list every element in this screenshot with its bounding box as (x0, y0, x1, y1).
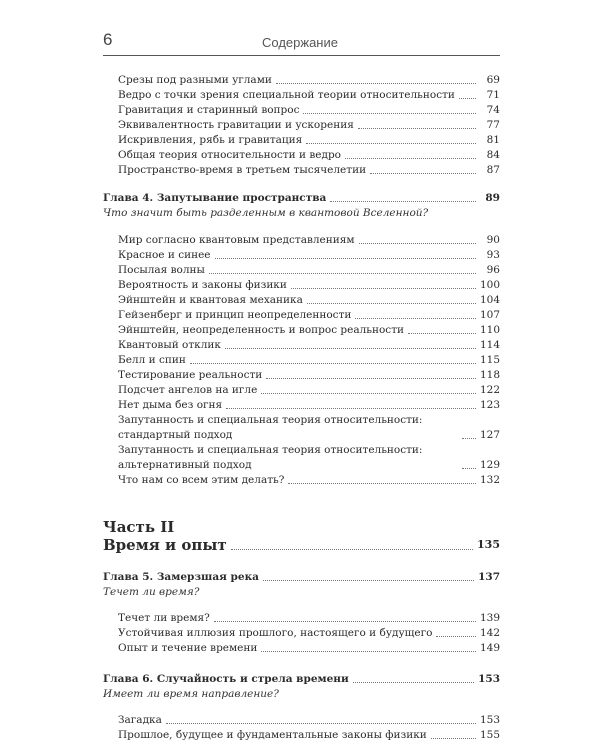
toc-entry-page: 77 (486, 119, 500, 131)
part-title: Время и опыт (103, 536, 227, 554)
toc-entry[interactable] (118, 641, 500, 656)
toc-entry-title: Нет дыма без огня (118, 399, 223, 411)
toc-entry-title: Квантовый отклик (118, 339, 221, 351)
part-heading[interactable] (103, 536, 500, 554)
dot-leader (261, 393, 476, 394)
toc-entry-title: Прошлое, будущее и фундаментальные законы физики (118, 729, 427, 741)
toc-entry[interactable] (118, 278, 500, 293)
chapter-heading[interactable] (103, 570, 500, 585)
dot-leader (209, 273, 476, 274)
chapter-subtitle: Течет ли время? (103, 586, 200, 598)
toc-entry-page: 69 (486, 74, 500, 86)
chapter-title: Глава 4. Запутывание пространства (103, 192, 327, 204)
chapter-page: 89 (485, 192, 500, 204)
toc-entry-page: 149 (479, 642, 500, 654)
toc-entry-page: 122 (479, 384, 500, 396)
toc-entry[interactable] (118, 611, 500, 626)
toc-entry-title: Ведро с точки зрения специальной теории относительности (118, 89, 455, 101)
dot-leader (215, 258, 476, 259)
toc-entry-title: Что нам со всем этим делать? (118, 474, 285, 486)
toc-entry[interactable] (118, 148, 500, 163)
toc-entry-page: 127 (479, 429, 500, 441)
toc-entry[interactable] (118, 73, 500, 88)
toc-entry-page: 107 (479, 309, 500, 321)
toc-entry-page: 110 (479, 324, 500, 336)
dot-leader (263, 580, 474, 581)
part-label: Часть II (103, 518, 175, 536)
chapter5-sections (118, 611, 500, 656)
toc-entry[interactable] (118, 323, 500, 338)
dot-leader (353, 682, 474, 683)
dot-leader (459, 98, 476, 99)
header-rule (103, 55, 500, 56)
toc-entry[interactable] (118, 473, 500, 488)
toc-entry-title: Тестирование реальности (118, 369, 263, 381)
dot-leader (462, 468, 476, 469)
dot-leader (303, 113, 476, 114)
toc-entry-page: 90 (486, 234, 500, 246)
chapter3-sections (118, 73, 500, 178)
toc-entry-title: Вероятность и законы физики (118, 279, 287, 291)
toc-entry-title: Срезы под разными углами (118, 74, 272, 86)
toc-entry-title: Эквивалентность гравитации и ускорения (118, 119, 354, 131)
dot-leader (214, 621, 476, 622)
toc-entry[interactable] (118, 293, 500, 308)
toc-entry-page: 132 (479, 474, 500, 486)
dot-leader (358, 128, 476, 129)
toc-entry-page: 84 (486, 149, 500, 161)
toc-entry[interactable] (118, 308, 500, 323)
chapter-heading[interactable] (103, 672, 500, 687)
toc-entry-page: 71 (486, 89, 500, 101)
chapter-page: 153 (478, 673, 500, 685)
toc-entry[interactable] (118, 368, 500, 383)
toc-entry-title: Искривления, рябь и гравитация (118, 134, 303, 146)
toc-entry-page: 139 (479, 612, 500, 624)
dot-leader (276, 83, 476, 84)
toc-entry-title: Эйнштейн, неопределенность и вопрос реальности (118, 324, 404, 336)
toc-entry-title: Посылая волны (118, 264, 205, 276)
toc-entry-page: 118 (479, 369, 500, 381)
dot-leader (462, 438, 476, 439)
dot-leader (355, 318, 476, 319)
toc-entry[interactable] (118, 443, 500, 473)
chapter4-block (103, 191, 500, 221)
chapter-page: 137 (478, 571, 500, 583)
chapter-subtitle: Что значит быть разделенным в квантовой Вселенной? (103, 207, 429, 219)
toc-entry-title: Запутанность и специальная теория относительности: стандартный подход (118, 414, 423, 441)
toc-entry[interactable] (118, 263, 500, 278)
dot-leader (306, 143, 476, 144)
toc-entry-title: Течет ли время? (118, 612, 210, 624)
toc-entry[interactable] (118, 713, 500, 728)
toc-entry-title: Красное и синее (118, 249, 211, 261)
toc-entry-title: Гейзенберг и принцип неопределенности (118, 309, 352, 321)
chapter6-sections (118, 713, 500, 743)
dot-leader (266, 378, 476, 379)
toc-entry-page: 153 (479, 714, 500, 726)
toc-entry-page: 87 (486, 164, 500, 176)
toc-entry-page: 129 (479, 459, 500, 471)
toc-entry-title: Белл и спин (118, 354, 186, 366)
table-of-contents (103, 73, 500, 743)
toc-entry[interactable] (118, 248, 500, 263)
toc-entry-page: 115 (479, 354, 500, 366)
toc-entry-title: Мир согласно квантовым представлениям (118, 234, 355, 246)
toc-entry[interactable] (118, 338, 500, 353)
toc-entry-page: 100 (479, 279, 500, 291)
dot-leader (288, 483, 476, 484)
toc-entry-title: Загадка (118, 714, 162, 726)
dot-leader (190, 363, 476, 364)
page-number: 6 (103, 30, 113, 49)
toc-entry-page: 74 (486, 104, 500, 116)
dot-leader (436, 636, 476, 637)
toc-entry-title: Устойчивая иллюзия прошлого, настоящего и будущего (118, 627, 433, 639)
dot-leader (408, 333, 476, 334)
dot-leader (431, 738, 476, 739)
toc-entry-title: Гравитация и старинный вопрос (118, 104, 300, 116)
toc-entry-page: 123 (479, 399, 500, 411)
toc-entry-page: 81 (486, 134, 500, 146)
toc-entry-page: 142 (479, 627, 500, 639)
toc-entry-title: Пространство-время в третьем тысячелетии (118, 164, 367, 176)
chapter-heading[interactable] (103, 191, 500, 206)
chapter6-block (103, 672, 500, 702)
chapter4-sections (118, 233, 500, 488)
toc-entry-page: 155 (479, 729, 500, 741)
toc-entry[interactable] (118, 233, 500, 248)
toc-entry-page: 104 (479, 294, 500, 306)
toc-entry-title: Подсчет ангелов на игле (118, 384, 258, 396)
toc-entry-title: Общая теория относительности и ведро (118, 149, 341, 161)
dot-leader (261, 651, 476, 652)
dot-leader (307, 303, 476, 304)
toc-entry[interactable] (118, 383, 500, 398)
dot-leader (291, 288, 476, 289)
chapter-title: Глава 6. Случайность и стрела времени (103, 673, 349, 685)
toc-entry[interactable] (118, 728, 500, 743)
toc-entry[interactable] (118, 353, 500, 368)
dot-leader (231, 549, 473, 550)
toc-entry-page: 114 (479, 339, 500, 351)
toc-entry[interactable] (118, 413, 500, 443)
toc-entry[interactable] (118, 163, 500, 178)
dot-leader (345, 158, 476, 159)
running-title: Содержание (262, 35, 338, 50)
chapter5-block (103, 570, 500, 600)
toc-entry-page: 96 (486, 264, 500, 276)
dot-leader (330, 201, 476, 202)
toc-entry[interactable] (118, 118, 500, 133)
toc-entry-title: Эйнштейн и квантовая механика (118, 294, 303, 306)
dot-leader (359, 243, 476, 244)
toc-entry-title: Опыт и течение времени (118, 642, 258, 654)
dot-leader (225, 348, 476, 349)
dot-leader (370, 173, 476, 174)
chapter-subtitle: Имеет ли время направление? (103, 688, 279, 700)
dot-leader (226, 408, 476, 409)
part-page: 135 (477, 538, 500, 551)
toc-entry[interactable] (118, 88, 500, 103)
toc-entry-title: Запутанность и специальная теория относительности: альтернативный подход (118, 444, 423, 471)
chapter-title: Глава 5. Замерзшая река (103, 571, 259, 583)
toc-entry[interactable] (118, 133, 500, 148)
toc-entry[interactable] (118, 398, 500, 413)
toc-entry-page: 93 (486, 249, 500, 261)
dot-leader (166, 723, 476, 724)
toc-entry[interactable] (118, 103, 500, 118)
toc-entry[interactable] (118, 626, 500, 641)
